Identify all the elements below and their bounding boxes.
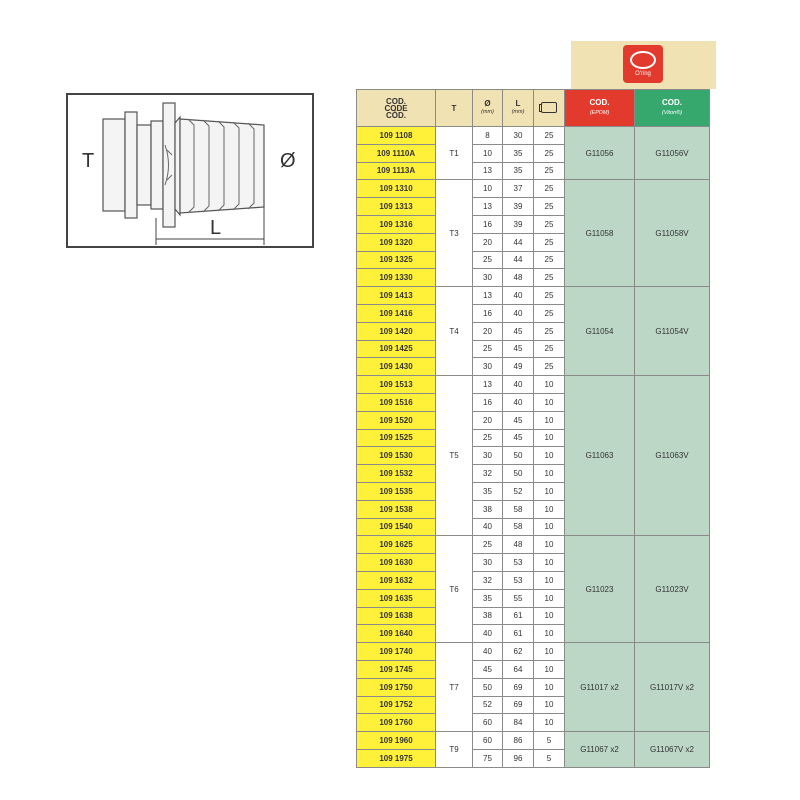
- length-cell: 52: [503, 482, 534, 500]
- viton-oring-code-cell: G11067V x2: [635, 732, 710, 768]
- length-cell: 48: [503, 536, 534, 554]
- epdm-oring-code-cell: G11023: [565, 536, 635, 643]
- product-code-cell: 109 1535: [357, 482, 436, 500]
- viton-oring-code-cell: G11017V x2: [635, 643, 710, 732]
- length-cell: 45: [503, 429, 534, 447]
- product-code-cell: 109 1525: [357, 429, 436, 447]
- product-code-cell: 109 1310: [357, 180, 436, 198]
- product-code-cell: 109 1320: [357, 233, 436, 251]
- product-code-cell: 109 1740: [357, 643, 436, 661]
- table-row: [357, 732, 710, 750]
- package-qty-cell: 10: [534, 536, 565, 554]
- diameter-cell: 10: [473, 180, 503, 198]
- package-qty-cell: 10: [534, 660, 565, 678]
- epdm-oring-code-cell: G11063: [565, 376, 635, 536]
- diameter-cell: 30: [473, 269, 503, 287]
- t-header: T: [436, 90, 473, 127]
- diameter-cell: 8: [473, 127, 503, 145]
- length-cell: 37: [503, 180, 534, 198]
- length-cell: 35: [503, 162, 534, 180]
- product-code-cell: 109 1635: [357, 589, 436, 607]
- diameter-cell: 20: [473, 233, 503, 251]
- length-cell: 48: [503, 269, 534, 287]
- product-code-cell: 109 1960: [357, 732, 436, 750]
- length-cell: 86: [503, 732, 534, 750]
- package-qty-cell: 10: [534, 554, 565, 572]
- package-qty-cell: 10: [534, 518, 565, 536]
- product-code-cell: 109 1325: [357, 251, 436, 269]
- product-code-cell: 109 1760: [357, 714, 436, 732]
- product-code-cell: 109 1632: [357, 571, 436, 589]
- length-cell: 64: [503, 660, 534, 678]
- diameter-cell: 25: [473, 340, 503, 358]
- diameter-cell: 13: [473, 162, 503, 180]
- diameter-cell: 52: [473, 696, 503, 714]
- product-code-cell: 109 1532: [357, 465, 436, 483]
- epdm-oring-code-cell: G11067 x2: [565, 732, 635, 768]
- length-cell: 44: [503, 233, 534, 251]
- package-qty-cell: 10: [534, 625, 565, 643]
- diameter-cell: 16: [473, 393, 503, 411]
- diameter-cell: 25: [473, 429, 503, 447]
- diameter-cell: 45: [473, 660, 503, 678]
- diameter-cell: 13: [473, 287, 503, 305]
- product-code-cell: 109 1425: [357, 340, 436, 358]
- package-qty-cell: 25: [534, 358, 565, 376]
- length-cell: 45: [503, 340, 534, 358]
- product-code-cell: 109 1108: [357, 127, 436, 145]
- length-cell: 40: [503, 287, 534, 305]
- table-body: [357, 127, 710, 768]
- product-code-cell: 109 1625: [357, 536, 436, 554]
- epdm-oring-code-cell: G11017 x2: [565, 643, 635, 732]
- thread-size-cell: T1: [436, 127, 473, 180]
- diameter-cell: 35: [473, 589, 503, 607]
- product-code-cell: 109 1540: [357, 518, 436, 536]
- viton-oring-code-cell: G11058V: [635, 180, 710, 287]
- length-cell: 53: [503, 571, 534, 589]
- length-cell: 84: [503, 714, 534, 732]
- length-cell: 49: [503, 358, 534, 376]
- product-code-cell: 109 1745: [357, 660, 436, 678]
- package-qty-cell: 10: [534, 447, 565, 465]
- product-code-cell: 109 1975: [357, 749, 436, 767]
- package-qty-cell: 25: [534, 162, 565, 180]
- diameter-cell: 16: [473, 304, 503, 322]
- diameter-cell: 40: [473, 518, 503, 536]
- product-code-cell: 109 1316: [357, 215, 436, 233]
- viton-oring-code-cell: G11023V: [635, 536, 710, 643]
- package-qty-cell: 25: [534, 287, 565, 305]
- product-code-cell: 109 1530: [357, 447, 436, 465]
- package-header: [534, 90, 565, 127]
- length-cell: 45: [503, 322, 534, 340]
- table-row: [357, 287, 710, 305]
- product-code-cell: 109 1413: [357, 287, 436, 305]
- product-code-cell: 109 1513: [357, 376, 436, 394]
- package-qty-cell: 10: [534, 678, 565, 696]
- product-code-cell: 109 1313: [357, 198, 436, 216]
- thread-size-cell: T4: [436, 287, 473, 376]
- product-code-cell: 109 1520: [357, 411, 436, 429]
- table-row: [357, 180, 710, 198]
- diameter-cell: 30: [473, 554, 503, 572]
- package-qty-cell: 10: [534, 607, 565, 625]
- product-code-cell: 109 1416: [357, 304, 436, 322]
- length-cell: 61: [503, 607, 534, 625]
- package-qty-cell: 10: [534, 376, 565, 394]
- product-code-cell: 109 1330: [357, 269, 436, 287]
- diameter-cell: 30: [473, 358, 503, 376]
- length-cell: 58: [503, 518, 534, 536]
- product-code-cell: 109 1638: [357, 607, 436, 625]
- product-code-cell: 109 1630: [357, 554, 436, 572]
- package-qty-cell: 10: [534, 714, 565, 732]
- thread-size-cell: T5: [436, 376, 473, 536]
- diameter-label: Ø: [280, 150, 296, 172]
- code-header: COD. CODE CÓD.: [357, 90, 436, 127]
- table-row: [357, 376, 710, 394]
- package-box-icon: [541, 102, 557, 113]
- package-qty-cell: 25: [534, 215, 565, 233]
- package-qty-cell: 10: [534, 482, 565, 500]
- table-row: [357, 127, 710, 145]
- hose-tail-drawing: [68, 95, 314, 248]
- viton-header: COD. (Viton®): [635, 90, 710, 127]
- length-cell: 53: [503, 554, 534, 572]
- table-row: [357, 536, 710, 554]
- diameter-cell: 20: [473, 411, 503, 429]
- package-qty-cell: 25: [534, 180, 565, 198]
- product-code-cell: 109 1420: [357, 322, 436, 340]
- package-qty-cell: 25: [534, 198, 565, 216]
- length-cell: 69: [503, 696, 534, 714]
- package-qty-cell: 10: [534, 465, 565, 483]
- length-cell: 62: [503, 643, 534, 661]
- package-qty-cell: 5: [534, 749, 565, 767]
- diameter-cell: 13: [473, 198, 503, 216]
- length-cell: 96: [503, 749, 534, 767]
- diameter-cell: 13: [473, 376, 503, 394]
- epdm-oring-code-cell: G11058: [565, 180, 635, 287]
- package-qty-cell: 10: [534, 500, 565, 518]
- diameter-header: Ø (mm): [473, 90, 503, 127]
- package-qty-cell: 10: [534, 643, 565, 661]
- product-code-cell: 109 1113A: [357, 162, 436, 180]
- fitting-diagram: [66, 93, 314, 248]
- table-row: [357, 643, 710, 661]
- diameter-cell: 20: [473, 322, 503, 340]
- product-code-cell: 109 1538: [357, 500, 436, 518]
- length-cell: 39: [503, 198, 534, 216]
- diameter-cell: 38: [473, 500, 503, 518]
- package-qty-cell: 25: [534, 127, 565, 145]
- package-qty-cell: 25: [534, 144, 565, 162]
- thread-size-cell: T3: [436, 180, 473, 287]
- length-cell: 50: [503, 447, 534, 465]
- package-qty-cell: 25: [534, 251, 565, 269]
- product-code-cell: 109 1640: [357, 625, 436, 643]
- package-qty-cell: 25: [534, 322, 565, 340]
- package-qty-cell: 10: [534, 411, 565, 429]
- diameter-cell: 10: [473, 144, 503, 162]
- viton-oring-code-cell: G11063V: [635, 376, 710, 536]
- length-cell: 35: [503, 144, 534, 162]
- diameter-cell: 40: [473, 643, 503, 661]
- length-header: L (mm): [503, 90, 534, 127]
- package-qty-cell: 10: [534, 393, 565, 411]
- package-qty-cell: 25: [534, 233, 565, 251]
- diameter-cell: 60: [473, 714, 503, 732]
- length-cell: 55: [503, 589, 534, 607]
- diameter-cell: 25: [473, 251, 503, 269]
- length-cell: 69: [503, 678, 534, 696]
- package-qty-cell: 10: [534, 571, 565, 589]
- diameter-cell: 50: [473, 678, 503, 696]
- diameter-cell: 25: [473, 536, 503, 554]
- diameter-cell: 16: [473, 215, 503, 233]
- ring-shape: [630, 51, 656, 69]
- viton-oring-code-cell: G11054V: [635, 287, 710, 376]
- epdm-oring-code-cell: G11056: [565, 127, 635, 180]
- epdm-header: COD. (EPDM): [565, 90, 635, 127]
- oring-caption: O'ring: [635, 71, 651, 77]
- product-code-cell: 109 1750: [357, 678, 436, 696]
- diameter-cell: 35: [473, 482, 503, 500]
- oring-icon: [623, 45, 663, 83]
- diameter-cell: 38: [473, 607, 503, 625]
- package-qty-cell: 5: [534, 732, 565, 750]
- diameter-cell: 32: [473, 465, 503, 483]
- diameter-cell: 60: [473, 732, 503, 750]
- length-cell: 58: [503, 500, 534, 518]
- length-cell: 45: [503, 411, 534, 429]
- viton-oring-code-cell: G11056V: [635, 127, 710, 180]
- package-qty-cell: 10: [534, 696, 565, 714]
- package-qty-cell: 10: [534, 589, 565, 607]
- product-code-cell: 109 1430: [357, 358, 436, 376]
- thread-size-cell: T7: [436, 643, 473, 732]
- package-qty-cell: 25: [534, 304, 565, 322]
- length-cell: 50: [503, 465, 534, 483]
- thread-size-cell: T6: [436, 536, 473, 643]
- length-cell: 40: [503, 393, 534, 411]
- epdm-oring-code-cell: G11054: [565, 287, 635, 376]
- diameter-cell: 32: [473, 571, 503, 589]
- product-code-cell: 109 1110A: [357, 144, 436, 162]
- length-cell: 40: [503, 376, 534, 394]
- diameter-cell: 40: [473, 625, 503, 643]
- length-cell: 39: [503, 215, 534, 233]
- product-code-table: [356, 89, 710, 768]
- thread-size-cell: T9: [436, 732, 473, 768]
- package-qty-cell: 10: [534, 429, 565, 447]
- package-qty-cell: 25: [534, 269, 565, 287]
- diameter-cell: 75: [473, 749, 503, 767]
- product-code-cell: 109 1752: [357, 696, 436, 714]
- length-cell: 61: [503, 625, 534, 643]
- length-cell: 30: [503, 127, 534, 145]
- product-code-cell: 109 1516: [357, 393, 436, 411]
- length-cell: 40: [503, 304, 534, 322]
- length-label: L: [210, 217, 222, 239]
- length-cell: 44: [503, 251, 534, 269]
- diameter-cell: 30: [473, 447, 503, 465]
- t-dimension-label: T: [82, 150, 95, 172]
- package-qty-cell: 25: [534, 340, 565, 358]
